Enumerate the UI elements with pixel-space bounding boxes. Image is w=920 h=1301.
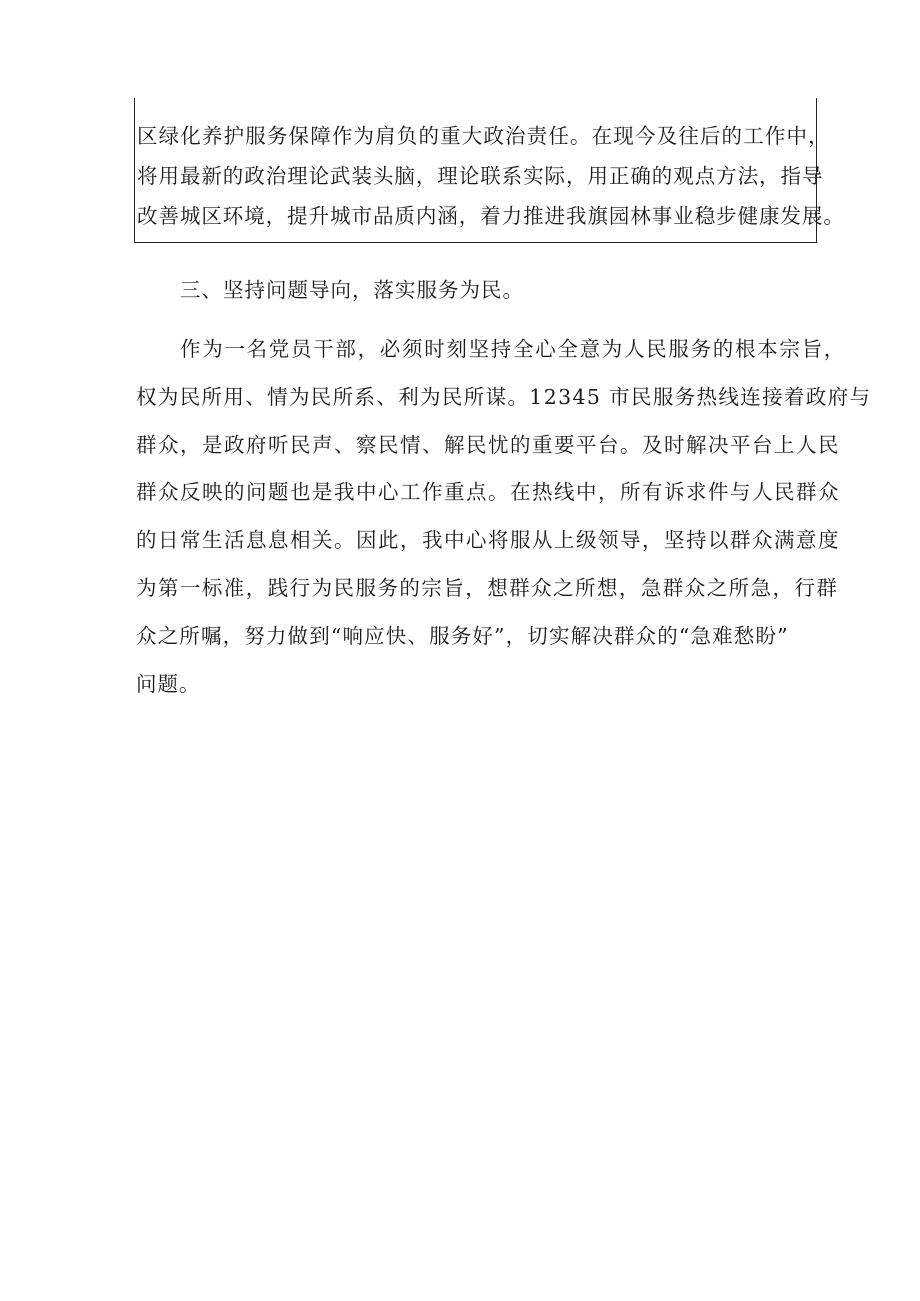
- paragraph-line: 群众，是政府听民声、察民情、解民忧的重要平台。及时解决平台上人民: [136, 432, 840, 457]
- paragraph-line: 众之所嘱，努力做到“响应快、服务好”，切实解决群众的“急难愁盼”: [136, 623, 789, 648]
- paragraph-line: 权为民所用、情为民所系、利为民所谋。12345 市民服务热线连接着政府与: [136, 384, 872, 409]
- paragraph-line: 为第一标准，践行为民服务的宗旨，想群众之所想，急群众之所急，行群: [136, 575, 839, 600]
- boxed-text-line: 改善城区环境，提升城市品质内涵，着力推进我旗园林事业稳步健康发展。: [137, 204, 845, 228]
- paragraph-line: 的日常生活息息相关。因此，我中心将服从上级领导，坚持以群众满意度: [136, 528, 840, 553]
- boxed-text-line: 区绿化养护服务保障作为肩负的重大政治责任。在现今及往后的工作中，: [137, 124, 830, 148]
- bordered-text-block: [134, 98, 845, 243]
- body-paragraph: [136, 326, 872, 708]
- boxed-text-line: 将用最新的政治理论武装头脑，理论联系实际，用正确的观点方法，指导: [137, 164, 824, 188]
- paragraph-line: 问题。: [136, 671, 201, 696]
- paragraph-line: 群众反映的问题也是我中心工作重点。在热线中，所有诉求件与人民群众: [136, 480, 840, 505]
- paragraph-line: 作为一名党员干部，必须时刻坚持全心全意为人民服务的根本宗旨，: [180, 337, 846, 361]
- section-heading: 三、坚持问题导向，落实服务为民。: [180, 278, 524, 302]
